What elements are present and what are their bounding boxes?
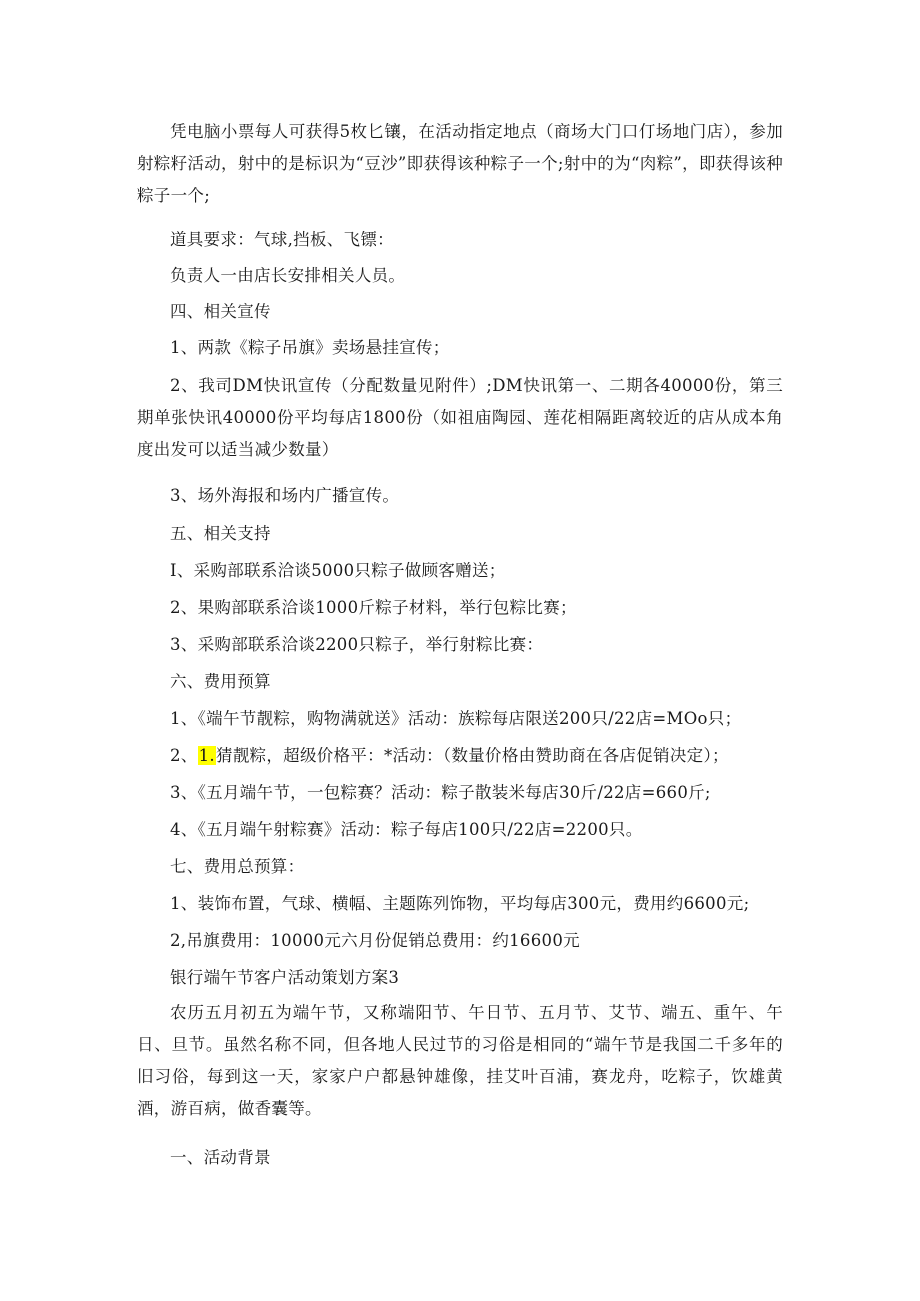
list-item-budget-4: 4、《五月端午射粽赛》活动：粽子每店100只/22店=2200只。 — [170, 820, 643, 839]
paragraph-activity-rules: 凭电脑小票每人可获得5枚匕镶，在活动指定地点（商场大门口仃场地门店），参加射粽籽活动，射中的是标识为“豆沙”即获得该种粽子一个;射中的为“肉粽”，即获得该种粽子一个; — [137, 122, 783, 205]
heading-budget: 六、费用预算 — [170, 672, 271, 691]
list-item-support-2: 2、果购部联系洽谈1000斤粽子材料，举行包粽比赛； — [170, 598, 577, 617]
section-title: 银行端午节客户活动策划方案3 — [170, 968, 400, 987]
heading-total-budget: 七、费用总预算： — [170, 857, 305, 876]
highlighted-number: 1. — [198, 746, 215, 765]
paragraph-dragon-boat-intro: 农历五月初五为端午节，又称端阳节、午日节、五月节、艾节、端五、重午、午日、旦节。虽然名称不同，但各地人民过节的习俗是相同的“端午节是我国二千多年的旧习俗，每到这一天，家家户户都悬钟雄像，挂艾叶百浦，赛龙舟，吃粽子，饮雄黄酒，游百病，做香囊等。 — [137, 1003, 783, 1118]
heading-promotion: 四、相关宣传 — [170, 302, 271, 321]
paragraph-responsible: 负责人一由店长安排相关人员。 — [170, 266, 406, 285]
list-item-total-1: 1、装饰布置，气球、横幅、主题陈列饰物，平均每店300元，费用约6600元; — [170, 894, 750, 913]
list-item-promotion-3: 3、场外海报和场内广播宣传。 — [170, 486, 400, 505]
list-item-budget-1: 1、《端午节靓粽，购物满就送》活动：族粽每店限送200只/22店=MOo只； — [170, 709, 742, 728]
paragraph-props: 道具要求：气球,挡板、飞镖： — [170, 230, 394, 249]
heading-activity-background: 一、活动背景 — [170, 1148, 271, 1167]
heading-support: 五、相关支持 — [170, 524, 271, 543]
list-item-total-2: 2,吊旗费用：10000元六月份促销总费用：约16600元 — [170, 931, 580, 950]
list-item-budget-2-prefix: 2、 — [170, 746, 198, 765]
list-item-promotion-1: 1、两款《粽子吊旗》卖场悬挂宣传； — [170, 338, 450, 357]
list-item-promotion-2: 2、我司DM快讯宣传（分配数量见附件）;DM快讯第一、二期各40000份，第三期单张快讯40000份平均每店1800份（如祖庙陶园、莲花相隔距离较近的店从成本角度出发可以适当减少数量） — [137, 376, 783, 459]
list-item-budget-3: 3、《五月端午节，一包粽赛？活动：粽子散装米每店30斤/22店=660斤; — [170, 783, 711, 802]
list-item-support-3: 3、采购部联系洽谈2200只粽子，举行射粽比赛： — [170, 635, 544, 654]
list-item-budget-2 — [170, 740, 790, 772]
list-item-support-1: I、采购部联系洽谈5000只粽子做顾客赠送； — [170, 561, 506, 580]
list-item-budget-2-text: 猜靓粽，超级价格平：*活动：（数量价格由赞助商在各店促销决定）； — [215, 746, 729, 765]
